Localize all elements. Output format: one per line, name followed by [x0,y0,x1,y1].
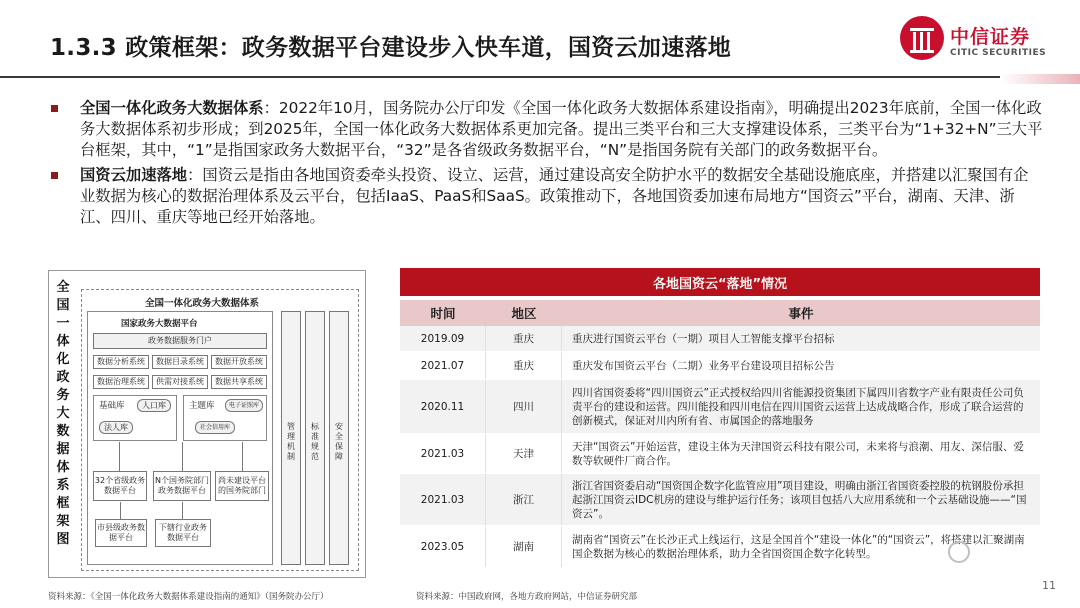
framework-diagram [48,270,366,578]
diagram-vertical-title: 全国一体化政务大数据体系框架图 [56,280,70,547]
bullet-square-icon [51,105,58,112]
national-platform-label: 国家政务大数据平台 [121,319,198,329]
database-icon: 法人库 [99,421,133,434]
cell-event: 湖南省“国资云”在长沙正式上线运行，这是全国首个“建设一体化”的“国资云”，将搭建以汇聚湖南国企数据为核心的数据治理体系，助力全省国资国企数字化转型。 [572,533,1025,560]
watermark-icon [948,541,970,563]
side-column [281,311,301,565]
side-column [329,311,349,565]
connector-line [242,442,243,471]
cell-event: 重庆进行国资云平台（一期）项目人工智能支撑平台招标 [572,332,835,345]
table-row [400,352,1040,380]
table-row [400,474,1040,526]
cell-region: 四川 [486,380,562,433]
guoziyun-table [400,268,1040,568]
page-number: 11 [1042,579,1056,592]
platform-box: 下辖行业政务数据平台 [155,519,211,547]
table-row [400,434,1040,474]
table-row [400,326,1040,352]
bullet-heading: 全国一体化政务大数据体系 [80,99,264,117]
connector-line [182,502,183,519]
cell-date: 2020.11 [400,380,486,433]
system-box: 供需对接系统 [152,375,208,389]
bullet-square-icon [51,172,58,179]
system-box: 数据开放系统 [211,355,267,369]
bullet-heading: 国资云加速落地 [80,166,188,184]
diagram-top-title: 全国一体化政务大数据体系 [145,298,260,309]
side-column-label: 安全保障 [335,422,343,461]
database-icon: 人口库 [137,399,171,412]
topic-db-label: 主题库 [189,401,215,411]
cell-date: 2021.03 [400,434,486,473]
header-divider [0,76,1080,78]
cell-event: 重庆发布国资云平台（二期）业务平台建设项目招标公告 [572,359,835,372]
database-icon: 电子证照库 [225,399,263,412]
cell-region: 浙江 [486,474,562,525]
citic-logo-icon [900,16,944,60]
header-date: 时间 [430,306,456,321]
base-db-label: 基础库 [99,401,125,411]
connector-line [119,442,120,471]
source-note-left: 资料来源：《全国一体化政务大数据体系建设指南的通知》（国务院办公厅） [48,592,329,602]
table-row [400,380,1040,434]
platform-box: 32个省级政务数据平台 [93,471,147,501]
cell-date: 2023.05 [400,526,486,567]
system-box: 数据目录系统 [152,355,208,369]
cell-event: 天津“国资云”开始运营，建设主体为天津国资云科技有限公司，未来将与浪潮、用友、深信服、爱数等软硬件厂商合作。 [572,440,1024,467]
table-header [400,300,1040,326]
source-note-right: 资料来源：中国政府网，各地方政府网站，中信证券研究部 [416,592,638,602]
table-body [400,326,1040,568]
side-column-label: 标准规范 [311,422,319,461]
connector-line [182,442,183,471]
cell-date: 2019.09 [400,326,486,351]
bullet-item [48,165,1043,228]
cell-date: 2021.03 [400,474,486,525]
system-box: 数据治理系统 [93,375,149,389]
cell-region: 天津 [486,434,562,473]
cell-region: 湖南 [486,526,562,567]
bullet-text: ：2022年10月，国务院办公厅印发《全国一体化政务大数据体系建设指南》，明确提出2023年底前，全国一体化政务大数据体系初步形成；到2025年，全国一体化政务大数据体系更加完备。提出三类平台和三大支撑建设体系，三类平台为“1+32+N”三大平台框架，其中，“1”是指国家政务大数据平台，“32”是各省级政务数据平台，“N”是指国务院有关部门的政务数据平台。 [80,99,1043,159]
system-box: 数据共享系统 [211,375,267,389]
table-row [400,526,1040,568]
header-event: 事件 [788,306,814,321]
side-column-label: 管理机制 [287,422,295,461]
bullet-list [48,98,1043,232]
database-icon: 社会信用库 [195,421,235,434]
company-logo [900,12,1060,68]
platform-box: 市县级政务数据平台 [95,519,147,547]
platform-box: N个国务院部门政务数据平台 [153,471,211,501]
system-box: 数据分析系统 [93,355,149,369]
table-caption: 各地国资云“落地”情况 [400,268,1040,296]
header-region: 地区 [511,306,537,321]
side-column [305,311,325,565]
platform-box: 尚未建设平台的国务院部门 [215,471,269,501]
connector-line [120,502,121,519]
logo-text-en: CITIC SECURITIES [950,48,1047,58]
cell-region: 重庆 [486,326,562,351]
cell-region: 重庆 [486,352,562,379]
cell-event: 浙江省国资委启动“国资国企数字化监管应用”项目建设，明确由浙江省国资委控股的杭钢股份承担起浙江国资云IDC机房的建设与维护运行任务；该项目包括八大应用系统和一个云基础设施——“国资云”。 [572,479,1027,520]
page-title: 1.3.3 政策框架：政务数据平台建设步入快车道，国资云加速落地 [50,35,732,61]
cell-date: 2021.07 [400,352,486,379]
portal-box: 政务数据服务门户 [93,333,267,349]
bullet-text: ：国资云是指由各地国资委牵头投资、设立、运营，通过建设高安全防护水平的数据安全基础设施底座，并搭建以汇聚国有企业数据为核心的数据治理体系及云平台，包括IaaS、PaaS和SaaS。政策推动下，各地国资委加速布局地方“国资云”平台，湖南、天津、浙江、四川、重庆等地已经开始落地。 [80,166,1029,226]
logo-text-cn: 中信证券 [950,26,1031,48]
bullet-item [48,98,1043,161]
cell-event: 四川省国资委将“四川国资云”正式授权给四川省能源投资集团下属四川省数字产业有限责任公司负责平台的建设和运营。四川能投和四川电信在四川国资云运营上达成战略合作，形成了联合运营的创新模式，保证对川内所有省、市属国企的落地服务 [572,386,1024,427]
header-accent [1000,74,1080,84]
